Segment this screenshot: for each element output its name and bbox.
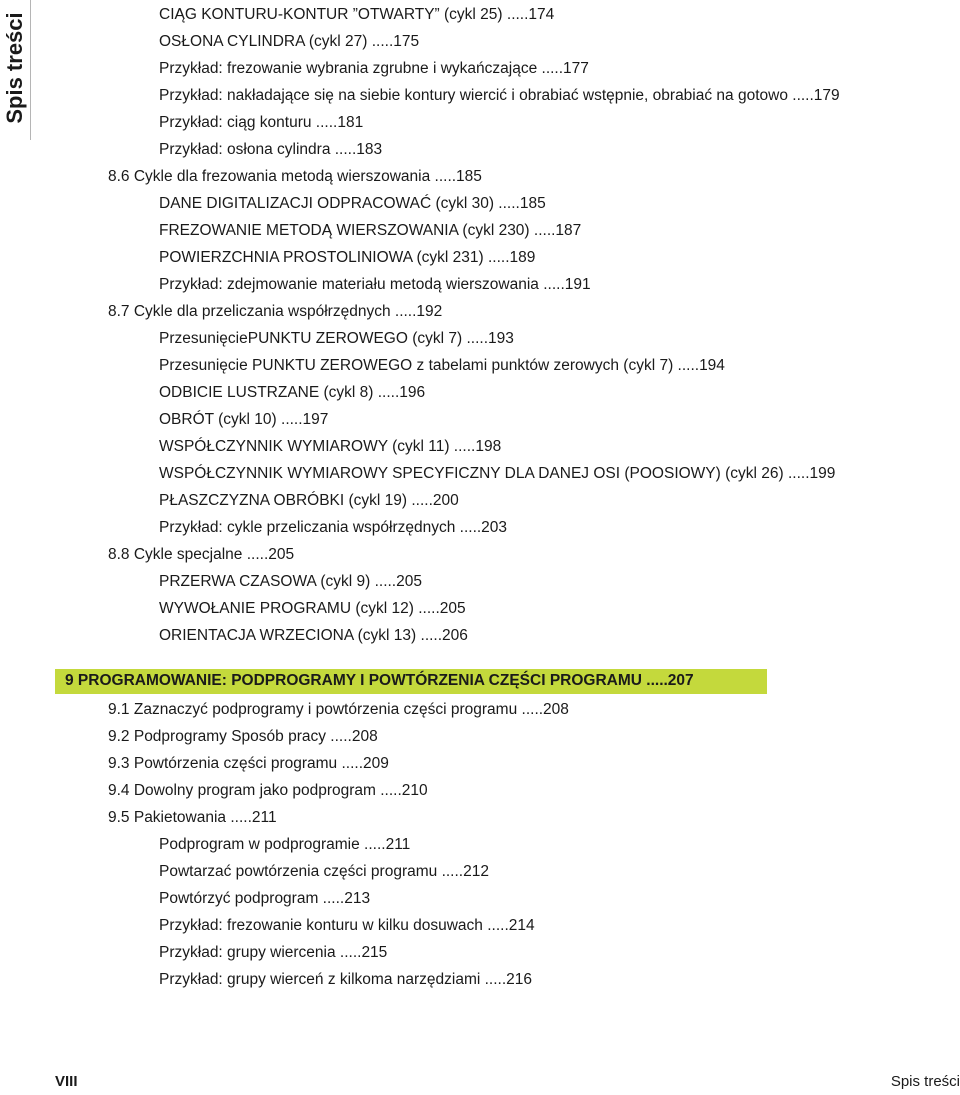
toc-entry[interactable]: OSŁONA CYLINDRA (cykl 27) .....175: [159, 33, 420, 50]
toc-section-9-2[interactable]: 9.2 Podprogramy Sposób pracy .....208: [108, 728, 378, 745]
toc-entry[interactable]: Przykład: zdejmowanie materiału metodą wierszowania .....191: [159, 276, 591, 293]
toc-chapter-9[interactable]: 9 PROGRAMOWANIE: PODPROGRAMY I POWTÓRZENIA CZĘŚCI PROGRAMU .....207: [65, 672, 694, 689]
toc-section-9-1[interactable]: 9.1 Zaznaczyć podprogramy i powtórzenia części programu .....208: [108, 701, 569, 718]
toc-entry[interactable]: POWIERZCHNIA PROSTOLINIOWA (cykl 231) .....189: [159, 249, 536, 266]
toc-entry[interactable]: WSPÓŁCZYNNIK WYMIAROWY (cykl 11) .....198: [159, 438, 502, 455]
toc-section-8-6[interactable]: 8.6 Cykle dla frezowania metodą wierszowania .....185: [108, 168, 482, 185]
toc-entry[interactable]: ODBICIE LUSTRZANE (cykl 8) .....196: [159, 384, 426, 401]
page-number: VIII: [55, 1073, 78, 1090]
toc-entry[interactable]: Powtórzyć podprogram .....213: [159, 890, 371, 907]
toc-entry[interactable]: Przykład: frezowanie konturu w kilku dosuwach .....214: [159, 917, 535, 934]
toc-entry[interactable]: Podprogram w podprogramie .....211: [159, 836, 411, 853]
footer-section-title: Spis treści: [890, 1073, 960, 1090]
toc-entry[interactable]: PRZERWA CZASOWA (cykl 9) .....205: [159, 573, 422, 590]
toc-entry[interactable]: OBRÓT (cykl 10) .....197: [159, 411, 329, 428]
toc-entry[interactable]: Przykład: cykle przeliczania współrzędnych .....203: [159, 519, 508, 536]
toc-entry[interactable]: Przykład: frezowanie wybrania zgrubne i wykańczające .....177: [159, 60, 589, 77]
toc-section-9-5[interactable]: 9.5 Pakietowania .....211: [108, 809, 277, 826]
toc-section-8-7[interactable]: 8.7 Cykle dla przeliczania współrzędnych .....192: [108, 303, 443, 320]
toc-section-8-8[interactable]: 8.8 Cykle specjalne .....205: [108, 546, 295, 563]
toc-entry[interactable]: WSPÓŁCZYNNIK WYMIAROWY SPECYFICZNY DLA DANEJ OSI (POOSIOWY) (cykl 26) .....199: [159, 465, 836, 482]
toc-entry[interactable]: Przykład: grupy wierceń z kilkoma narzędziami .....216: [159, 971, 533, 988]
toc-entry[interactable]: PrzesunięciePUNKTU ZEROWEGO (cykl 7) .....193: [159, 330, 514, 347]
toc-section-9-4[interactable]: 9.4 Dowolny program jako podprogram .....210: [108, 782, 428, 799]
toc-entry[interactable]: WYWOŁANIE PROGRAMU (cykl 12) .....205: [159, 600, 466, 617]
toc-section-9-3[interactable]: 9.3 Powtórzenia części programu .....209: [108, 755, 389, 772]
toc-entry[interactable]: CIĄG KONTURU-KONTUR ”OTWARTY” (cykl 25) .....174: [159, 6, 555, 23]
toc-entry[interactable]: Przesunięcie PUNKTU ZEROWEGO z tabelami punktów zerowych (cykl 7) .....194: [159, 357, 725, 374]
toc-entry[interactable]: PŁASZCZYZNA OBRÓBKI (cykl 19) .....200: [159, 492, 459, 509]
side-label: Spis treści: [2, 12, 27, 124]
toc-entry[interactable]: Przykład: ciąg konturu .....181: [159, 114, 364, 131]
toc-entry[interactable]: DANE DIGITALIZACJI ODPRACOWAĆ (cykl 30) .....185: [159, 195, 546, 212]
toc-entry[interactable]: Przykład: grupy wiercenia .....215: [159, 944, 388, 961]
toc-entry[interactable]: Powtarzać powtórzenia części programu .....212: [159, 863, 489, 880]
toc-entry[interactable]: FREZOWANIE METODĄ WIERSZOWANIA (cykl 230) .....187: [159, 222, 582, 239]
toc-entry[interactable]: ORIENTACJA WRZECIONA (cykl 13) .....206: [159, 627, 468, 644]
toc-entry[interactable]: Przykład: nakładające się na siebie kontury wiercić i obrabiać wstępnie, obrabiać na gotowo .....179: [159, 87, 840, 104]
side-tab: [0, 0, 31, 140]
toc-entry[interactable]: Przykład: osłona cylindra .....183: [159, 141, 383, 158]
